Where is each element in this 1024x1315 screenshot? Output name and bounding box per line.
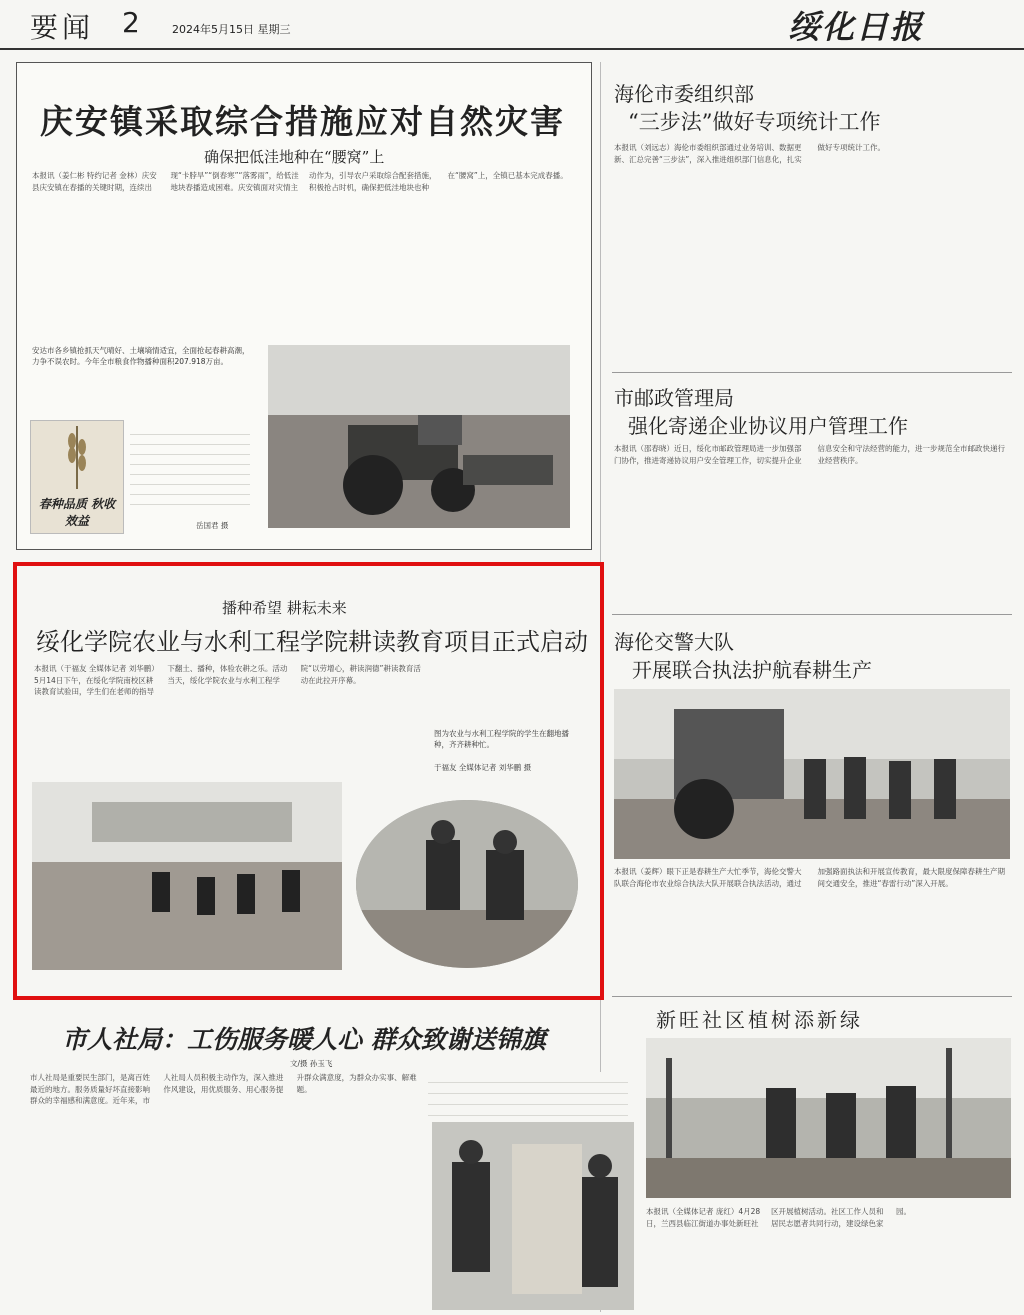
article-college-photo-2[interactable]	[356, 800, 578, 968]
badge-text: 春种品质 秋收效益	[38, 497, 116, 528]
article-divider	[612, 996, 1012, 997]
article-hrss-byline: 文/摄 孙玉飞	[290, 1059, 333, 1068]
article-qingan-photo[interactable]	[268, 345, 570, 528]
article-divider	[612, 614, 1012, 615]
article-qingan-body: 本报讯（姜仁彬 特约记者 金林）庆安县庆安镇在春播的关键时期，连续出现“卡脖旱”“倒春寒”“落雾雨”，给低洼地块春播造成困难。庆安镇面对灾情主动作为，引导农户采取综合配套措施，积极抢占时机，确保把低洼地块也种在“腰窝”上，全镇已基本完成春播。	[32, 171, 568, 192]
article-traffic-headline2[interactable]: 开展联合执法护航春耕生产	[632, 658, 872, 682]
traffic-police-photo	[614, 689, 1010, 859]
article-traffic-photo[interactable]	[614, 689, 1010, 859]
article-qingan-photo-caption: 安达市各乡镇抢抓天气晴好、土壤墒情适宜，全面抢起春耕高潮，力争不误农时。今年全市粮食作物播种面积207.918万亩。	[32, 346, 250, 366]
section-title: 要闻	[30, 11, 95, 44]
article-traffic-headline1[interactable]: 海伦交警大队	[614, 630, 734, 654]
banner-presentation-photo	[432, 1122, 634, 1310]
page-number: 2	[122, 6, 140, 39]
article-hrss-body: 市人社局是重要民生部门，是离百姓最近的地方。服务质量好坏直接影响群众的幸福感和满意度。近年来，市人社局人员积极主动作为，深入推进作风建设，用优质服务、用心服务提升群众满意度，为群众办实事、解难题。	[30, 1073, 417, 1105]
newspaper-logo: 绥化日报	[788, 8, 925, 46]
article-postal-body: 本报讯（邵春晓）近日，绥化市邮政管理局进一步加强部门协作，推进寄递协议用户安全管理工作，切实提升企业信息安全和守法经营的能力，进一步规范全市邮政快递行业经营秩序。	[614, 444, 1005, 465]
article-college-headline[interactable]: 绥化学院农业与水利工程学院耕读教育项目正式启动	[36, 628, 588, 656]
article-postal-headline2[interactable]: 强化寄递企业协议用户管理工作	[628, 414, 908, 438]
article-divider	[612, 372, 1012, 373]
article-hailun-org-headline1[interactable]: 海伦市委组织部	[614, 82, 754, 106]
article-postal-headline1[interactable]: 市邮政管理局	[614, 386, 734, 410]
article-hrss-photo[interactable]	[432, 1122, 634, 1310]
article-hrss-headline[interactable]: 市人社局：工伤服务暖人心 群众致谢送锦旗	[62, 1025, 546, 1054]
article-qingan-subheadline: 确保把低洼地种在“腰窝”上	[204, 148, 385, 166]
field-planting-photo	[32, 782, 342, 970]
article-hailun-org-headline2[interactable]: “三步法”做好专项统计工作	[628, 110, 881, 134]
article-qingan-headline[interactable]: 庆安镇采取综合措施应对自然灾害	[40, 102, 565, 141]
article-college-photo-1[interactable]	[32, 782, 342, 970]
wheat-badge	[30, 420, 124, 534]
tree-planting-photo	[646, 1038, 1011, 1198]
article-tree-body: 本报讯（全媒体记者 庞红）4月28日，兰西县临江街道办事处新旺社区开展植树活动。社区工作人员和居民志愿者共同行动，建设绿色家园。	[646, 1207, 911, 1228]
article-college-credit: 于福友 全媒体记者 刘华鹏 摄	[434, 763, 532, 772]
article-traffic-body: 本报讯（姜辉）眼下正是春耕生产大忙季节，海伦交警大队联合海伦市农业综合执法大队开展联合执法活动，通过加强路面执法和开展宣传教育，最大限度保障春耕生产期间交通安全，推进“春雷行动”深入开展。	[614, 867, 1005, 888]
article-tree-headline[interactable]: 新旺社区植树添新绿	[656, 1008, 863, 1032]
article-college-body: 本报讯（于福友 全媒体记者 刘华鹏）5月14日下午，在绥化学院南校区耕读教育试验田，学生们在老师的指导下翻土、播种，体验农耕之乐。活动当天，绥化学院农业与水利工程学院“以劳增心，耕读润德”耕读教育活动在此拉开序幕。	[34, 664, 421, 696]
article-qingan-text-side	[130, 425, 250, 513]
issue-date: 2024年5月15日 星期三	[172, 23, 291, 36]
students-planting-photo	[356, 800, 578, 968]
tractor-photo	[268, 345, 570, 528]
article-qingan-photo-credit: 岳国君 摄	[196, 521, 229, 530]
article-college-photo-caption: 图为农业与水利工程学院的学生在翻地播种，齐齐耕种忙。	[434, 729, 569, 749]
article-college-kicker: 播种希望 耕耘未来	[222, 599, 347, 617]
article-hailun-org-body: 本报讯（刘远志）海伦市委组织部通过业务培训、数据更新、汇总完善“三步法”，深入推进组织部门信息化，扎实做好专项统计工作。	[614, 143, 885, 164]
article-tree-photo[interactable]	[646, 1038, 1011, 1198]
article-hrss-body-right	[428, 1072, 628, 1122]
wheat-icon	[31, 421, 123, 491]
